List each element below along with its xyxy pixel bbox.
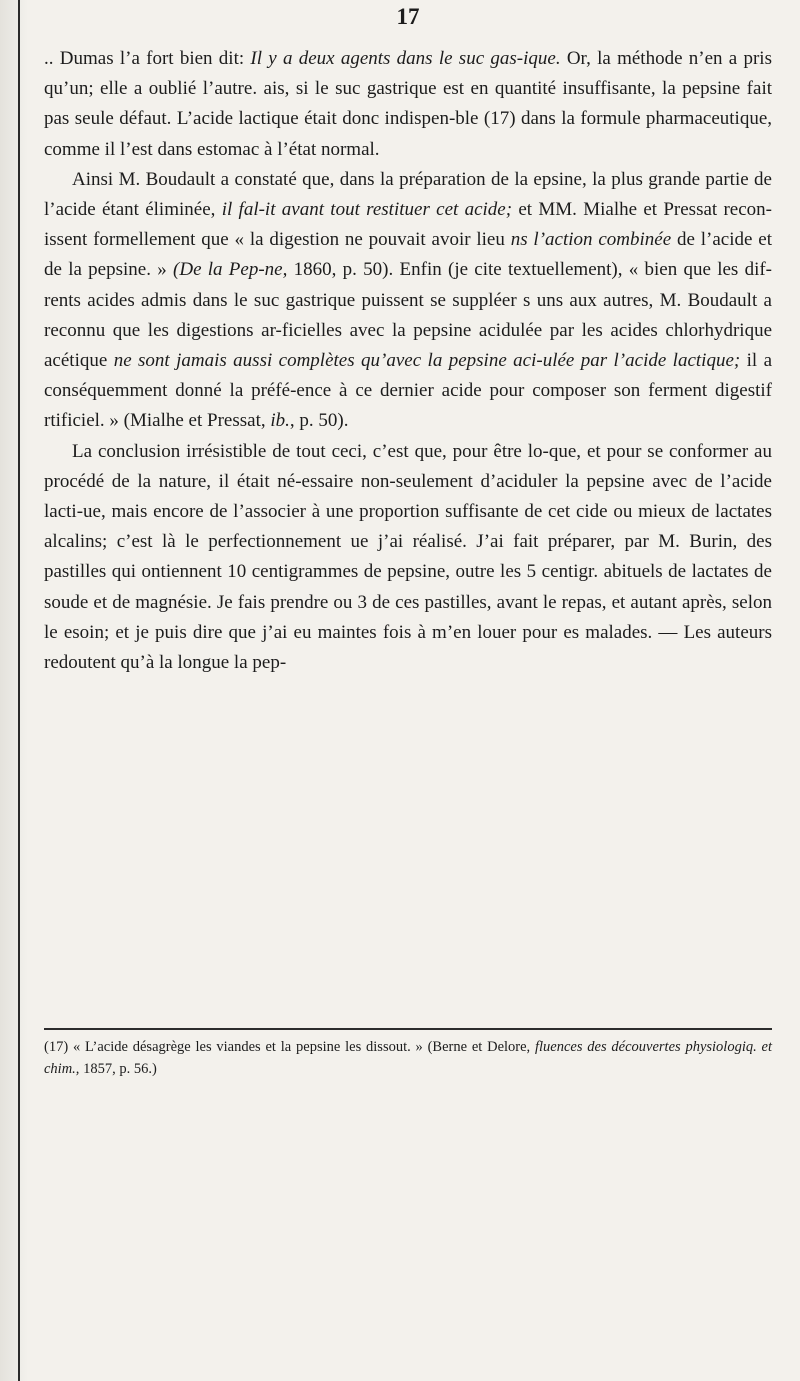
- italic-run: ne sont jamais aussi complètes qu’avec la pepsine aci-ulée par l’acide lactique;: [113, 350, 741, 372]
- paragraph-1: [44, 44, 772, 165]
- text-run: .. Dumas l’a fort bien dit:: [44, 48, 251, 69]
- text-run: , p. 50).: [289, 410, 349, 432]
- footnote-text-run: (17) « L’acide désagrège les viandes et la pepsine les dissout. » (Berne et Delore,: [44, 1039, 535, 1055]
- book-page: [44, 0, 772, 1381]
- text-run: 1860, p. 50). Enfin (je cite textuellement), « bien que les dif-rents acides admis dans le suc gastrique puissent se suppléer s uns aux autres, M. Boudault a reconnu que les digestions ar-ficielles avec la pepsine acidulée par les acides chlorhydrique acétique: [44, 259, 773, 372]
- text-run: La conclusion irrésistible de tout ceci, c’est que, pour être lo-que, et pour se conformer au procédé de la nature, il était né-essaire non-seulement d’aciduler la pepsine avec de l’acide lacti-ue, mais encore de l’associer à une proportion suffisante de cet cide ou mieux de lactates alcalins; c’est là le perfectionnement ue j’ai réalisé. J’ai fait préparer, par M. Burin, des pastilles qui ontiennent 10 centigrammes de pepsine, outre les 5 centigr. abituels de lactates de soude et de magnésie. Je fais prendre ou 3 de ces pastilles, avant le repas, et autant après, selon le esoin; et je puis dire que j’ai eu maintes fois à m’en louer pour es malades. — Les auteurs redoutent qu’à la longue la pep-: [44, 440, 772, 674]
- paragraph-3: [44, 437, 772, 679]
- footnote-text-run: 1857, p. 56.): [79, 1061, 157, 1077]
- page-gutter: [0, 0, 28, 1381]
- footnote-italic-run: fluences des découvertes physiologiq. et chim.,: [44, 1039, 772, 1077]
- italic-run: Il y a deux agents dans le suc gas-ique.: [250, 48, 561, 69]
- text-run: de l’acide et de la pepsine. »: [44, 229, 772, 281]
- paragraph-2: [44, 165, 772, 437]
- italic-run: ns l’action combinée: [510, 229, 672, 251]
- footnote-rule: [44, 1028, 772, 1030]
- text-run: Or, la méthode n’en a pris qu’un; elle a oublié l’autre. ais, si le suc gastrique est en quantité insuffisante, la pepsine fait pas seule défaut. L’acide lactique était donc indispen-ble (17) dans la formule pharmaceutique, comme il l’est dans estomac à l’état normal.: [44, 48, 772, 160]
- page-number: 17: [396, 4, 420, 29]
- italic-run: (De la Pep-ne,: [173, 259, 288, 281]
- italic-run: ib.: [270, 410, 290, 432]
- text-run: et MM. Mialhe et Pressat recon-issent formellement que « la digestion ne pouvait avoir lieu: [44, 199, 772, 251]
- binding-edge-line: [18, 0, 20, 1381]
- footnote: [44, 1036, 772, 1080]
- text-run: Ainsi M. Boudault a constaté que, dans la préparation de la epsine, la plus grande partie de l’acide étant éliminée,: [44, 168, 772, 221]
- text-run: il a conséquemment donné la préfé-ence à ce dernier acide pour composer son ferment digestif rtificiel. » (Mialhe et Pressat,: [44, 350, 773, 432]
- body-text: [44, 44, 772, 678]
- italic-run: il fal-it avant tout restituer cet acide;: [221, 199, 513, 221]
